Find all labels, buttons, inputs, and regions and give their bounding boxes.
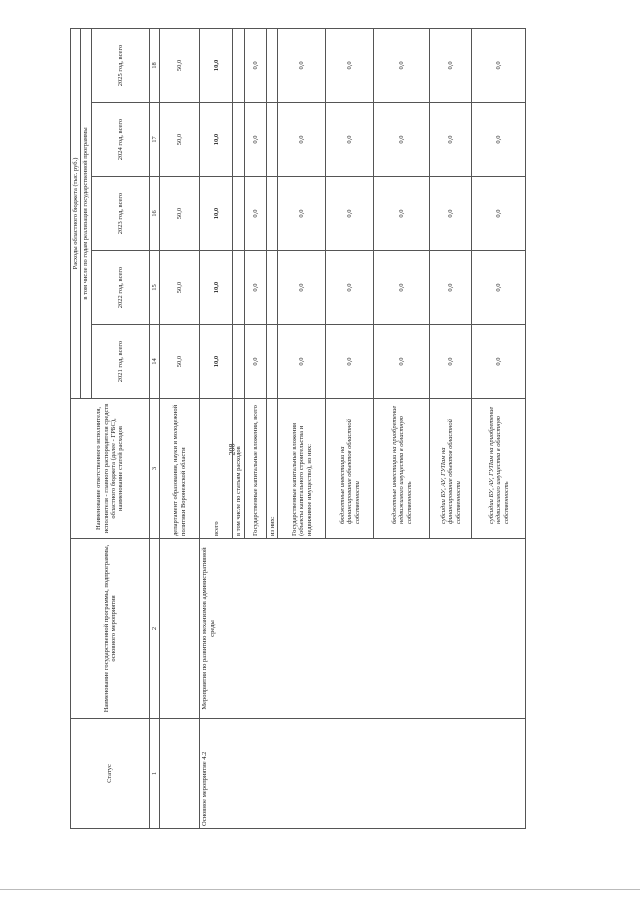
value-cell (233, 28, 245, 102)
value-cell: 10,0 (200, 177, 233, 251)
value-cell: 50,0 (160, 325, 200, 399)
value-cell: 50,0 (160, 251, 200, 325)
value-cell: 0,0 (245, 325, 267, 399)
budget-table (70, 28, 526, 829)
header-year: 2021 год, всего (91, 325, 149, 399)
value-cell (267, 177, 278, 251)
value-cell: 10,0 (200, 28, 233, 102)
value-cell: 0,0 (430, 28, 472, 102)
value-cell (267, 251, 278, 325)
header-year: 2022 год, всего (91, 251, 149, 325)
header-exec: Наименование ответственного исполнителя, исполнителя - главного распорядителя средств областного бюджета (далее - ГРБС), наименование статей расходов (71, 399, 150, 539)
value-cell: 10,0 (200, 103, 233, 177)
value-cell: 0,0 (472, 251, 526, 325)
value-cell (233, 177, 245, 251)
value-cell: 0,0 (326, 251, 374, 325)
value-cell: 0,0 (374, 103, 430, 177)
value-cell: 0,0 (278, 325, 326, 399)
header-year: 2023 год, всего (91, 177, 149, 251)
value-cell (233, 103, 245, 177)
status-cell: Основное мероприятие 4.2 (200, 719, 526, 829)
value-cell: 0,0 (278, 103, 326, 177)
header-by-years: в том числе по годам реализации государственной программы (81, 28, 91, 398)
value-cell: 0,0 (326, 325, 374, 399)
value-cell: 0,0 (374, 325, 430, 399)
col-number: 1 (149, 719, 159, 829)
header-year: 2024 год, всего (91, 103, 149, 177)
row-label: Государственные капитальные вложения, всего (245, 399, 267, 539)
col-number: 18 (149, 28, 159, 102)
value-cell (233, 325, 245, 399)
value-cell: 0,0 (326, 103, 374, 177)
value-cell: 10,0 (200, 325, 233, 399)
value-cell: 10,0 (200, 251, 233, 325)
value-cell (233, 251, 245, 325)
value-cell (267, 28, 278, 102)
col-number: 15 (149, 251, 159, 325)
value-cell: 0,0 (430, 325, 472, 399)
value-cell: 0,0 (472, 177, 526, 251)
row-label: бюджетные инвестиции на приобретение недвижимого имущества в областную собственность (374, 399, 430, 539)
header-budget: Расходы областного бюджета (тыс. руб.) (71, 28, 81, 398)
row-label: Государственные капитальные вложения (объекты капитального строительства и недвижимое имущество), из них: (278, 399, 326, 539)
value-cell: 0,0 (278, 28, 326, 102)
value-cell: 0,0 (430, 103, 472, 177)
value-cell: 0,0 (245, 177, 267, 251)
row-label: департамент образования, науки и молодежной политики Воронежской области (160, 399, 200, 539)
value-cell: 0,0 (278, 177, 326, 251)
value-cell: 0,0 (245, 251, 267, 325)
value-cell: 50,0 (160, 177, 200, 251)
row-label: бюджетные инвестиции на финансирование объектов областной собственности (326, 399, 374, 539)
value-cell: 0,0 (278, 251, 326, 325)
value-cell (267, 325, 278, 399)
value-cell (267, 103, 278, 177)
rotated-table-wrapper (70, 29, 568, 829)
value-cell: 50,0 (160, 103, 200, 177)
value-cell: 0,0 (472, 103, 526, 177)
col-number: 3 (149, 399, 159, 539)
value-cell: 0,0 (245, 28, 267, 102)
row-label: субсидии БУ, АУ, ГУПам на финансирование объектов областной собственности (430, 399, 472, 539)
value-cell: 0,0 (374, 28, 430, 102)
row-label: субсидии БУ, АУ, ГУПам на приобретение недвижимого имущества в областную собственность (472, 399, 526, 539)
value-cell: 0,0 (245, 103, 267, 177)
status-cell (160, 719, 200, 829)
row-label: из них: (267, 399, 278, 539)
page-number: 208 (227, 443, 237, 456)
value-cell: 0,0 (472, 325, 526, 399)
value-cell: 0,0 (374, 177, 430, 251)
row-label: всего (200, 399, 233, 539)
name-cell: Мероприятия по развитию механизмов административной среды (200, 539, 526, 719)
header-name: Наименование государственной программы, подпрограммы, основного мероприятия (71, 539, 150, 719)
col-number: 17 (149, 103, 159, 177)
value-cell: 50,0 (160, 28, 200, 102)
page-bottom-rule (0, 889, 640, 890)
value-cell: 0,0 (374, 251, 430, 325)
value-cell: 0,0 (326, 177, 374, 251)
col-number: 14 (149, 325, 159, 399)
value-cell: 0,0 (430, 251, 472, 325)
header-year: 2025 год, всего (91, 28, 149, 102)
col-number: 16 (149, 177, 159, 251)
header-status: Статус (71, 719, 150, 829)
value-cell: 0,0 (430, 177, 472, 251)
value-cell: 0,0 (326, 28, 374, 102)
row-label: в том числе по статьям расходов (233, 399, 245, 539)
name-cell (160, 539, 200, 719)
col-number: 2 (149, 539, 159, 719)
value-cell: 0,0 (472, 28, 526, 102)
